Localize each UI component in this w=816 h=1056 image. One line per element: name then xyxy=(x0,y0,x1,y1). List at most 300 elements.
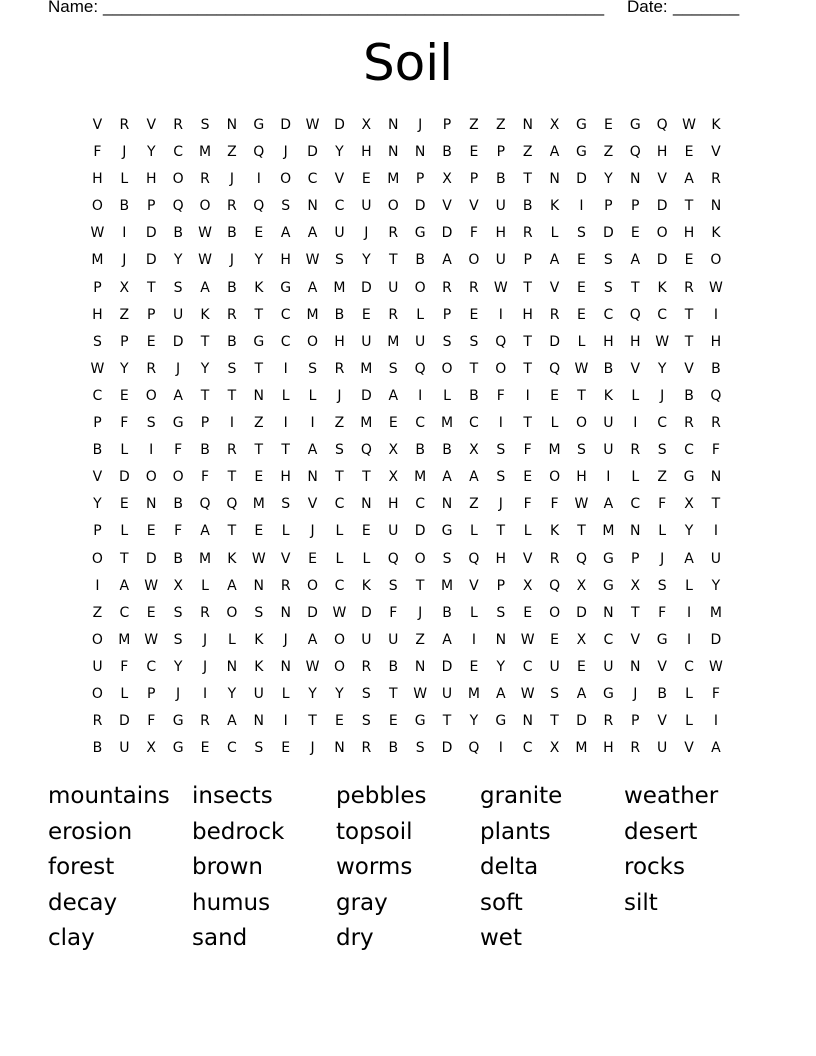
grid-letter[interactable]: Q xyxy=(495,333,507,350)
grid-letter[interactable]: A xyxy=(388,387,399,404)
grid-letter[interactable]: Q xyxy=(710,387,722,404)
grid-letter[interactable]: N xyxy=(307,198,318,215)
grid-letter[interactable]: J xyxy=(498,496,503,513)
grid-letter[interactable]: U xyxy=(361,333,372,350)
grid-letter[interactable]: Q xyxy=(253,144,265,161)
grid-letter[interactable]: R xyxy=(200,604,210,621)
grid-letter[interactable]: J xyxy=(229,171,234,188)
grid-letter[interactable]: E xyxy=(281,740,291,757)
grid-letter[interactable]: A xyxy=(630,252,641,269)
grid-letter[interactable]: L xyxy=(470,604,478,621)
grid-letter[interactable]: D xyxy=(307,604,318,621)
grid-letter[interactable]: Z xyxy=(92,604,103,621)
grid-letter[interactable]: F xyxy=(200,469,210,486)
grid-letter[interactable]: T xyxy=(281,442,290,459)
grid-letter[interactable]: J xyxy=(122,252,127,269)
grid-letter[interactable]: N xyxy=(280,604,291,621)
grid-letter[interactable]: W xyxy=(90,360,105,377)
grid-letter[interactable]: X xyxy=(522,577,533,594)
grid-letter[interactable]: C xyxy=(630,496,641,513)
grid-letter[interactable]: J xyxy=(176,685,181,702)
grid-letter[interactable]: L xyxy=(201,577,209,594)
grid-letter[interactable]: J xyxy=(364,225,369,242)
grid-letter[interactable]: T xyxy=(630,604,640,621)
grid-letter[interactable]: L xyxy=(577,333,586,350)
grid-letter[interactable]: S xyxy=(657,442,667,459)
grid-letter[interactable]: O xyxy=(91,198,103,215)
grid-letter[interactable]: Y xyxy=(362,252,371,269)
grid-letter[interactable]: V xyxy=(711,144,721,161)
grid-letter[interactable]: P xyxy=(415,171,425,188)
grid-letter[interactable]: A xyxy=(549,144,560,161)
grid-letter[interactable]: G xyxy=(576,117,587,133)
grid-letter[interactable]: G xyxy=(414,713,426,730)
grid-letter[interactable]: B xyxy=(415,442,425,459)
grid-letter[interactable]: V xyxy=(334,171,345,188)
grid-letter[interactable]: C xyxy=(684,658,694,675)
grid-letter[interactable]: E xyxy=(361,523,371,540)
grid-letter[interactable]: E xyxy=(550,631,560,648)
grid-letter[interactable]: W xyxy=(709,279,723,296)
grid-letter[interactable]: R xyxy=(388,306,399,323)
grid-letter[interactable]: L xyxy=(335,523,344,540)
grid-letter[interactable]: O xyxy=(172,171,184,188)
grid-letter[interactable]: U xyxy=(603,658,614,675)
grid-letter[interactable]: J xyxy=(176,360,181,377)
grid-letter[interactable]: V xyxy=(684,740,694,757)
grid-letter[interactable]: O xyxy=(145,469,157,486)
grid-letter[interactable]: U xyxy=(657,740,668,757)
grid-letter[interactable]: N xyxy=(307,469,318,486)
grid-letter[interactable]: I xyxy=(283,713,288,730)
grid-letter[interactable]: M xyxy=(252,496,265,513)
grid-letter[interactable]: I xyxy=(686,604,692,621)
grid-letter[interactable]: U xyxy=(92,658,103,675)
grid-letter[interactable]: B xyxy=(173,550,183,567)
grid-letter[interactable]: R xyxy=(684,279,694,296)
grid-letter[interactable]: F xyxy=(174,523,183,540)
grid-letter[interactable]: H xyxy=(92,306,103,323)
grid-letter[interactable]: A xyxy=(442,631,452,648)
grid-letter[interactable]: K xyxy=(603,387,613,404)
grid-letter[interactable]: H xyxy=(334,333,345,350)
grid-letter[interactable]: Y xyxy=(684,523,694,540)
grid-letter[interactable]: C xyxy=(657,415,668,432)
grid-letter[interactable]: Q xyxy=(414,360,426,377)
grid-letter[interactable]: W xyxy=(413,685,428,702)
grid-letter[interactable]: O xyxy=(656,225,668,242)
grid-letter[interactable]: I xyxy=(498,740,503,757)
grid-letter[interactable]: G xyxy=(576,144,587,161)
grid-letter[interactable]: I xyxy=(122,225,127,242)
grid-letter[interactable]: E xyxy=(523,604,533,621)
grid-letter[interactable]: G xyxy=(172,415,184,432)
grid-letter[interactable]: A xyxy=(280,225,291,242)
grid-letter[interactable]: Q xyxy=(468,550,480,567)
grid-letter[interactable]: W xyxy=(574,360,589,377)
grid-letter[interactable]: D xyxy=(334,117,345,133)
grid-letter[interactable]: B xyxy=(711,360,721,377)
grid-letter[interactable]: U xyxy=(603,415,614,432)
grid-letter[interactable]: O xyxy=(710,252,722,269)
grid-letter[interactable]: M xyxy=(360,415,373,432)
grid-letter[interactable]: N xyxy=(630,658,641,675)
grid-letter[interactable]: E xyxy=(577,658,586,675)
grid-letter[interactable]: O xyxy=(468,252,480,269)
grid-letter[interactable]: X xyxy=(119,279,130,296)
grid-letter[interactable]: K xyxy=(549,198,560,215)
grid-letter[interactable]: R xyxy=(388,225,399,242)
grid-letter[interactable]: D xyxy=(360,279,372,296)
grid-letter[interactable]: M xyxy=(440,415,454,432)
grid-letter[interactable]: G xyxy=(253,117,265,133)
grid-letter[interactable]: M xyxy=(440,577,454,594)
grid-letter[interactable]: Q xyxy=(387,550,399,567)
grid-letter[interactable]: I xyxy=(149,442,154,459)
grid-letter[interactable]: X xyxy=(173,577,183,594)
grid-letter[interactable]: Y xyxy=(308,685,317,702)
grid-letter[interactable]: X xyxy=(549,117,560,133)
grid-letter[interactable]: A xyxy=(442,469,452,486)
grid-letter[interactable]: U xyxy=(415,333,426,350)
grid-letter[interactable]: N xyxy=(414,658,426,675)
grid-letter[interactable]: Q xyxy=(656,117,668,133)
grid-letter[interactable]: T xyxy=(523,279,532,296)
grid-letter[interactable]: K xyxy=(254,279,264,296)
grid-letter[interactable]: O xyxy=(91,631,103,648)
grid-letter[interactable]: M xyxy=(118,631,131,648)
grid-letter[interactable]: R xyxy=(173,117,183,133)
grid-letter[interactable]: L xyxy=(658,523,667,540)
grid-letter[interactable]: W xyxy=(305,117,320,133)
grid-letter[interactable]: P xyxy=(147,306,156,323)
grid-letter[interactable]: W xyxy=(305,252,320,269)
grid-letter[interactable]: H xyxy=(522,306,533,323)
grid-letter[interactable]: B xyxy=(469,387,479,404)
grid-letter[interactable]: N xyxy=(495,631,507,648)
grid-letter[interactable]: N xyxy=(226,658,238,675)
grid-letter[interactable]: Z xyxy=(119,306,130,323)
grid-letter[interactable]: Y xyxy=(93,496,102,513)
grid-letter[interactable]: C xyxy=(334,496,345,513)
grid-letter[interactable]: X xyxy=(576,577,587,594)
grid-letter[interactable]: H xyxy=(629,333,641,350)
grid-letter[interactable]: C xyxy=(227,740,237,757)
grid-letter[interactable]: V xyxy=(630,631,641,648)
grid-letter[interactable]: Q xyxy=(253,198,265,215)
grid-letter[interactable]: R xyxy=(711,415,721,432)
grid-letter[interactable]: A xyxy=(227,713,237,730)
grid-letter[interactable]: A xyxy=(442,252,452,269)
grid-letter[interactable]: U xyxy=(495,252,506,269)
grid-letter[interactable]: B xyxy=(522,198,533,215)
grid-letter[interactable]: K xyxy=(711,117,721,133)
grid-letter[interactable]: H xyxy=(603,740,614,757)
grid-letter[interactable]: Q xyxy=(629,306,641,323)
grid-letter[interactable]: S xyxy=(227,360,237,377)
grid-letter[interactable]: F xyxy=(658,604,667,621)
grid-letter[interactable]: T xyxy=(200,387,210,404)
grid-letter[interactable]: C xyxy=(280,333,291,350)
grid-letter[interactable]: H xyxy=(145,171,157,188)
grid-letter[interactable]: S xyxy=(603,252,613,269)
grid-letter[interactable]: O xyxy=(333,658,345,675)
grid-letter[interactable]: D xyxy=(656,252,668,269)
grid-letter[interactable]: W xyxy=(682,117,696,133)
grid-letter[interactable]: J xyxy=(283,144,288,161)
grid-letter[interactable]: T xyxy=(523,415,532,432)
grid-letter[interactable]: X xyxy=(576,631,587,648)
grid-letter[interactable]: Z xyxy=(603,144,614,161)
grid-letter[interactable]: Y xyxy=(173,252,183,269)
grid-letter[interactable]: C xyxy=(173,144,183,161)
grid-letter[interactable]: S xyxy=(496,604,506,621)
grid-letter[interactable]: B xyxy=(442,442,452,459)
grid-letter[interactable]: H xyxy=(656,144,668,161)
grid-letter[interactable]: N xyxy=(280,658,291,675)
grid-letter[interactable]: K xyxy=(254,631,264,648)
grid-letter[interactable]: T xyxy=(684,333,694,350)
grid-letter[interactable]: U xyxy=(603,442,614,459)
grid-letter[interactable]: F xyxy=(523,442,532,459)
grid-letter[interactable]: N xyxy=(549,171,560,188)
grid-letter[interactable]: X xyxy=(630,577,641,594)
grid-letter[interactable]: T xyxy=(496,523,506,540)
grid-letter[interactable]: R xyxy=(603,713,614,730)
grid-letter[interactable]: I xyxy=(229,415,234,432)
grid-letter[interactable]: X xyxy=(549,740,560,757)
grid-letter[interactable]: R xyxy=(522,225,533,242)
grid-letter[interactable]: J xyxy=(633,685,638,702)
grid-letter[interactable]: E xyxy=(254,469,264,486)
grid-letter[interactable]: N xyxy=(522,713,533,730)
grid-letter[interactable]: D xyxy=(441,225,453,242)
grid-letter[interactable]: K xyxy=(361,577,371,594)
grid-letter[interactable]: Q xyxy=(360,442,372,459)
grid-letter[interactable]: E xyxy=(388,713,398,730)
grid-letter[interactable]: A xyxy=(711,740,721,757)
grid-letter[interactable]: J xyxy=(202,631,208,648)
grid-letter[interactable]: B xyxy=(388,658,399,675)
grid-letter[interactable]: P xyxy=(120,333,129,350)
grid-letter[interactable]: I xyxy=(310,415,315,432)
grid-letter[interactable]: A xyxy=(200,523,210,540)
grid-letter[interactable]: A xyxy=(603,496,614,513)
grid-letter[interactable]: R xyxy=(200,713,210,730)
grid-letter[interactable]: O xyxy=(226,604,238,621)
grid-letter[interactable]: R xyxy=(200,171,210,188)
grid-letter[interactable]: L xyxy=(550,415,559,432)
grid-letter[interactable]: G xyxy=(280,279,292,296)
grid-letter[interactable]: D xyxy=(145,252,157,269)
grid-letter[interactable]: S xyxy=(361,713,371,730)
grid-letter[interactable]: F xyxy=(711,442,720,459)
grid-letter[interactable]: R xyxy=(119,117,130,133)
grid-letter[interactable]: L xyxy=(281,387,290,404)
grid-letter[interactable]: R xyxy=(92,713,103,730)
grid-letter[interactable]: N xyxy=(630,523,641,540)
grid-letter[interactable]: Y xyxy=(496,658,506,675)
grid-letter[interactable]: A xyxy=(227,577,237,594)
grid-letter[interactable]: O xyxy=(91,550,103,567)
grid-letter[interactable]: P xyxy=(469,171,479,188)
grid-letter[interactable]: L xyxy=(685,713,693,730)
grid-letter[interactable]: T xyxy=(711,496,721,513)
grid-letter[interactable]: Q xyxy=(468,740,480,757)
grid-letter[interactable]: M xyxy=(198,144,212,161)
grid-letter[interactable]: I xyxy=(525,387,530,404)
grid-letter[interactable]: L xyxy=(685,577,693,594)
grid-letter[interactable]: R xyxy=(711,171,721,188)
grid-letter[interactable]: E xyxy=(577,279,586,296)
grid-letter[interactable]: S xyxy=(146,415,156,432)
grid-letter[interactable]: L xyxy=(120,171,129,188)
grid-letter[interactable]: Q xyxy=(629,144,641,161)
grid-letter[interactable]: F xyxy=(120,415,129,432)
grid-letter[interactable]: Z xyxy=(496,117,506,133)
grid-letter[interactable]: E xyxy=(146,523,156,540)
grid-letter[interactable]: B xyxy=(227,333,237,350)
grid-letter[interactable]: V xyxy=(469,577,479,594)
grid-letter[interactable]: S xyxy=(550,685,560,702)
grid-letter[interactable]: T xyxy=(200,333,210,350)
grid-letter[interactable]: L xyxy=(443,387,451,404)
grid-letter[interactable]: U xyxy=(388,279,399,296)
grid-letter[interactable]: P xyxy=(631,198,640,215)
grid-letter[interactable]: W xyxy=(493,279,508,296)
grid-letter[interactable]: C xyxy=(603,631,614,648)
grid-letter[interactable]: F xyxy=(147,713,156,730)
grid-letter[interactable]: A xyxy=(307,631,318,648)
grid-letter[interactable]: U xyxy=(710,550,722,567)
grid-letter[interactable]: R xyxy=(469,279,479,296)
grid-letter[interactable]: E xyxy=(146,333,156,350)
grid-letter[interactable]: G xyxy=(602,577,614,594)
grid-letter[interactable]: V xyxy=(630,360,641,377)
grid-letter[interactable]: Y xyxy=(335,144,344,161)
grid-letter[interactable]: U xyxy=(172,306,184,323)
grid-letter[interactable]: J xyxy=(310,523,315,540)
grid-letter[interactable]: O xyxy=(414,550,426,567)
grid-letter[interactable]: T xyxy=(227,469,237,486)
grid-letter[interactable]: P xyxy=(442,117,452,133)
grid-letter[interactable]: E xyxy=(603,117,613,133)
grid-letter[interactable]: I xyxy=(283,415,288,432)
grid-letter[interactable]: V xyxy=(549,279,560,296)
grid-letter[interactable]: A xyxy=(469,469,479,486)
grid-letter[interactable]: L xyxy=(362,550,371,567)
grid-letter[interactable]: Z xyxy=(253,415,264,432)
grid-letter[interactable]: W xyxy=(144,631,159,648)
grid-letter[interactable]: N xyxy=(603,604,614,621)
grid-letter[interactable]: H xyxy=(387,496,399,513)
grid-letter[interactable]: I xyxy=(202,685,208,702)
grid-letter[interactable]: G xyxy=(495,713,507,730)
grid-letter[interactable]: K xyxy=(254,658,264,675)
grid-letter[interactable]: W xyxy=(198,225,212,242)
grid-letter[interactable]: J xyxy=(122,144,127,161)
grid-letter[interactable]: S xyxy=(603,279,613,296)
grid-letter[interactable]: V xyxy=(307,496,318,513)
grid-letter[interactable]: D xyxy=(118,713,130,730)
grid-letter[interactable]: S xyxy=(335,252,344,269)
grid-letter[interactable]: O xyxy=(333,631,345,648)
grid-letter[interactable]: H xyxy=(361,144,372,161)
grid-letter[interactable]: Q xyxy=(172,198,184,215)
grid-letter[interactable]: S xyxy=(200,117,210,133)
grid-letter[interactable]: A xyxy=(307,225,318,242)
grid-letter[interactable]: M xyxy=(709,604,722,621)
grid-letter[interactable]: E xyxy=(119,496,129,513)
grid-letter[interactable]: H xyxy=(495,550,507,567)
grid-letter[interactable]: S xyxy=(388,577,398,594)
grid-letter[interactable]: Z xyxy=(227,144,237,161)
grid-letter[interactable]: T xyxy=(254,360,264,377)
grid-letter[interactable]: L xyxy=(120,523,129,540)
grid-letter[interactable]: M xyxy=(548,442,561,459)
grid-letter[interactable]: Y xyxy=(146,144,156,161)
grid-letter[interactable]: O xyxy=(441,360,453,377)
grid-letter[interactable]: B xyxy=(173,496,183,513)
grid-letter[interactable]: I xyxy=(418,387,423,404)
grid-letter[interactable]: F xyxy=(496,387,505,404)
grid-letter[interactable]: X xyxy=(388,442,399,459)
grid-letter[interactable]: K xyxy=(227,550,237,567)
grid-letter[interactable]: I xyxy=(579,198,584,215)
grid-letter[interactable]: J xyxy=(283,631,288,648)
grid-letter[interactable]: G xyxy=(602,685,614,702)
grid-letter[interactable]: A xyxy=(307,279,318,296)
grid-letter[interactable]: I xyxy=(713,713,718,730)
grid-letter[interactable]: L xyxy=(470,523,478,540)
grid-letter[interactable]: S xyxy=(173,631,183,648)
grid-letter[interactable]: E xyxy=(630,225,640,242)
grid-letter[interactable]: C xyxy=(415,496,426,513)
grid-letter[interactable]: L xyxy=(685,685,693,702)
grid-letter[interactable]: M xyxy=(387,171,400,188)
grid-letter[interactable]: O xyxy=(307,333,319,350)
grid-letter[interactable]: G xyxy=(172,740,184,757)
grid-letter[interactable]: D xyxy=(576,171,587,188)
grid-letter[interactable]: T xyxy=(388,252,398,269)
grid-letter[interactable]: P xyxy=(200,415,210,432)
grid-letter[interactable]: P xyxy=(147,685,156,702)
grid-letter[interactable]: I xyxy=(498,415,503,432)
grid-letter[interactable]: E xyxy=(254,225,264,242)
grid-letter[interactable]: S xyxy=(388,360,398,377)
grid-letter[interactable]: J xyxy=(660,550,665,567)
grid-letter[interactable]: D xyxy=(441,740,453,757)
grid-letter[interactable]: F xyxy=(174,442,183,459)
grid-letter[interactable]: W xyxy=(90,225,105,242)
grid-letter[interactable]: Y xyxy=(469,713,479,730)
grid-letter[interactable]: R xyxy=(227,198,237,215)
grid-letter[interactable]: I xyxy=(686,631,692,648)
grid-letter[interactable]: N xyxy=(361,496,372,513)
grid-letter[interactable]: U xyxy=(388,631,399,648)
grid-letter[interactable]: H xyxy=(495,225,507,242)
grid-letter[interactable]: L xyxy=(416,306,425,323)
grid-letter[interactable]: C xyxy=(334,577,345,594)
grid-letter[interactable]: J xyxy=(229,252,234,269)
grid-letter[interactable]: B xyxy=(657,685,667,702)
grid-letter[interactable]: I xyxy=(713,306,718,323)
grid-letter[interactable]: C xyxy=(603,306,614,323)
date-field-line[interactable]: _______ xyxy=(673,0,740,16)
grid-letter[interactable]: A xyxy=(119,577,130,594)
grid-letter[interactable]: Q xyxy=(199,496,211,513)
grid-letter[interactable]: V xyxy=(469,198,479,215)
